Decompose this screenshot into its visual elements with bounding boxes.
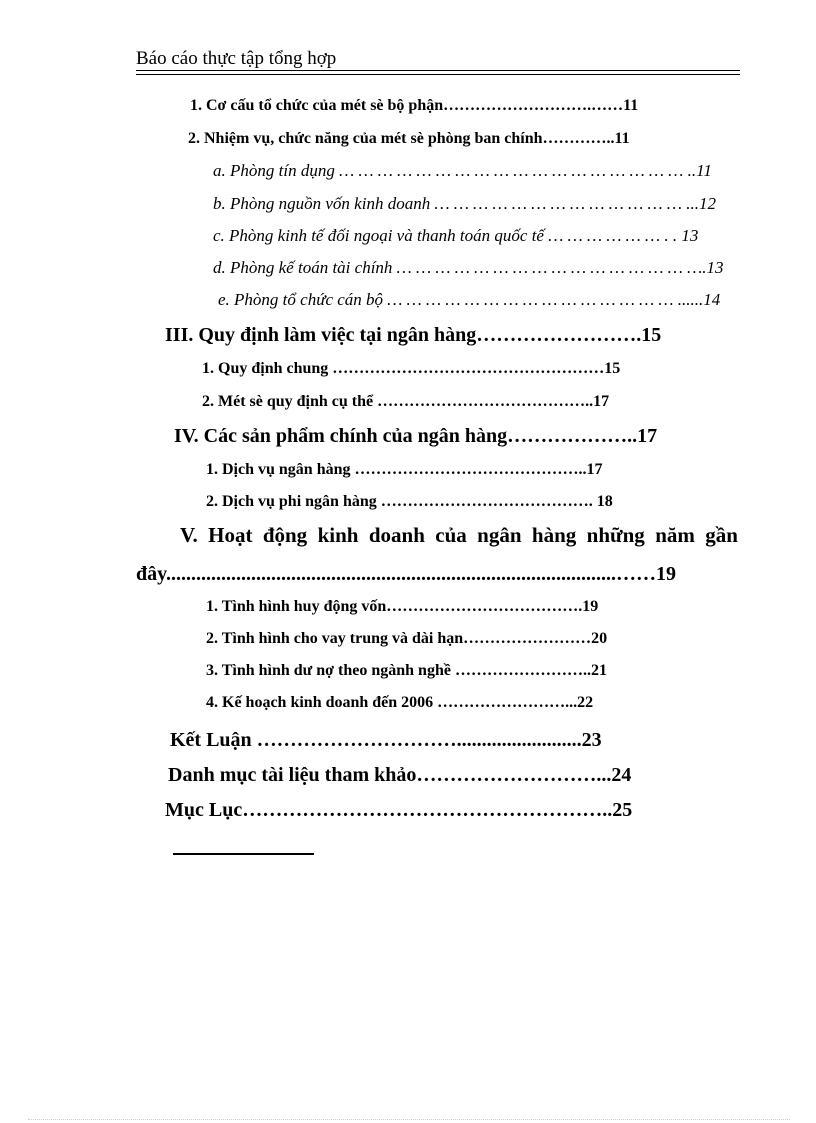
toc-section-v-word: của: [435, 523, 467, 547]
toc-contents: Mục Lục………………………………………………..25: [165, 799, 633, 821]
toc-entry-iii-1: 1. Quy định chung ……………………………………………15: [202, 360, 621, 377]
toc-entry-e: e. Phòng tổ chức cán bộ … … … … … … … … … … … … … … … ......14: [218, 290, 721, 309]
toc-section-v-word: Hoạt: [208, 523, 253, 547]
toc-entry-2: 2. Nhiệm vụ, chức năng của mét sè phòng ban chính…………..11: [188, 130, 630, 147]
toc-entry-1: 1. Cơ cấu tổ chức của mét sè bộ phận……………………….……11: [190, 97, 639, 114]
toc-entry-b: b. Phòng nguồn vốn kinh doanh … … … … … … … … … … … … … ...12: [213, 194, 716, 213]
toc-section-v-word: những: [586, 523, 645, 547]
toc-entry-v-1: 1. Tình hình huy động vốn……………………………….19: [206, 598, 599, 615]
toc-section-v-word: hàng: [531, 523, 577, 547]
toc-references: Danh mục tài liệu tham khảo………………………...24: [168, 764, 632, 786]
toc-section-v-continued: đây..........................................................................................……19: [136, 563, 677, 585]
toc-entry-v-3: 3. Tình hình dư nợ theo ngành nghề ……………………..21: [206, 662, 607, 679]
toc-section-v-word: động: [262, 523, 308, 547]
toc-entry-v-4: 4. Kế hoạch kinh doanh đến 2006 ……………………...22: [206, 694, 594, 711]
header-rule-thin: [136, 74, 740, 75]
page-bottom-border: [28, 1119, 790, 1120]
toc-entry-iv-1: 1. Dịch vụ ngân hàng ……………………………………..17: [206, 461, 603, 478]
toc-section-v-word: doanh: [368, 523, 425, 547]
header-rule: [136, 70, 740, 71]
toc-conclusion: Kết Luận ………………………….........................23: [170, 729, 602, 751]
toc-section-iv: IV. Các sản phẩm chính của ngân hàng………………..17: [174, 425, 658, 447]
toc-section-v-word: kinh: [317, 523, 359, 547]
toc-section-v-word: ngân: [477, 523, 522, 547]
toc-section-v-word: gần: [705, 523, 738, 547]
end-rule: [173, 853, 314, 855]
toc-entry-c: c. Phòng kinh tế đối ngoại và thanh toán quốc tế … … … … … … . . 13: [213, 226, 699, 245]
toc-section-v-word: V.: [180, 523, 198, 547]
document-header-title: Báo cáo thực tập tổng hợp: [136, 48, 337, 69]
toc-entry-iii-2: 2. Mét sè quy định cụ thể …………………………………..17: [202, 393, 610, 410]
toc-entry-v-2: 2. Tình hình cho vay trung và dài hạn……………………20: [206, 630, 608, 647]
toc-section-iii: III. Quy định làm việc tại ngân hàng…………………….15: [165, 324, 662, 346]
toc-entry-a: a. Phòng tín dụng … … … … … … … … … … … … … … … … … … ..11: [213, 161, 712, 180]
toc-entry-iv-2: 2. Dịch vụ phi ngân hàng …………………………………. 18: [206, 493, 613, 510]
toc-section-v-word: năm: [655, 523, 695, 547]
toc-entry-d: d. Phòng kế toán tài chính … … … … … … … … … … … … … … … ….13: [213, 258, 724, 277]
toc-section-v: [180, 525, 738, 546]
